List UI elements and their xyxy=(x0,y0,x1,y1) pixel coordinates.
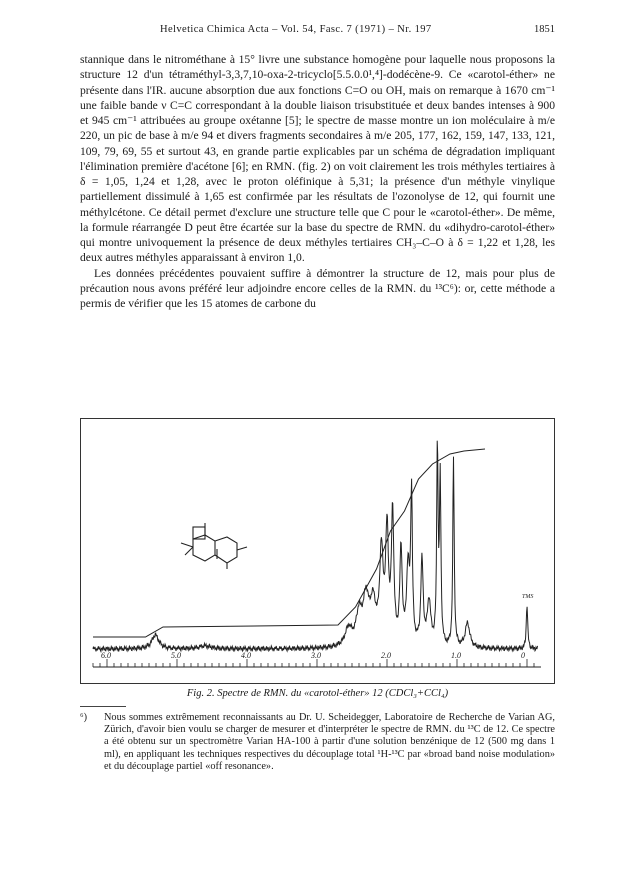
spectrum-trace xyxy=(93,441,538,652)
nmr-spectrum-plot xyxy=(81,419,554,683)
axis-label: 3.0 xyxy=(311,651,321,660)
running-head: Helvetica Chimica Acta – Vol. 54, Fasc. 7 (1971) – Nr. 197 xyxy=(160,24,432,35)
footnote-marker: ⁶) xyxy=(80,712,88,723)
page-number: 1851 xyxy=(534,24,555,35)
body-text xyxy=(80,52,555,311)
ppm-axis xyxy=(93,651,541,667)
footnote-text: Nous sommes extrêmement reconnaissants au Dr. U. Scheidegger, Laboratoire de Recherche de Varian AG, Zürich, d'avoir bien voulu se charger de mesurer et d'interpréter le spectre de RMN. du ¹³C de 12. Ce spectre a été obtenu sur un spectromètre Varian HA-100 à partir d'une solution benzénique de 12 (500 mg dans 1 ml), en appliquant les techniques respectives du découplage total ¹H-¹³C par «broad band noise modulation» et du découplage partiel «off resonance». xyxy=(104,712,555,772)
axis-label: 2.0 xyxy=(381,651,391,660)
paragraph: stannique dans le nitrométhane à 15° livre une substance homogène pour laquelle nous proposons la structure 12 d'un tétraméthyl-3,3,7,10-oxa-2-tricyclo[5.5.0.0¹,⁴]-dodécène-9. Ce «carotol-éther» ne présente dans l'IR. aucune absorption due aux fonctions C=O ou OH, mais on remarque à 1670 cm⁻¹ une faible bande ν C=C correspondant à la double liaison trisubstituée et deux bandes intenses à 900 et 945 cm⁻¹ attribuées au groupe oxétanne [5]; le spectre de masse montre un ion moléculaire à m/e 220, un pic de base à m/e 94 et divers fragments secondaires à m/e 205, 177, 162, 159, 147, 133, 121, 109, 79, 69, 55 et surtout 43, en grande partie explicables par un schéma de dégradation impliquant l'élimination première d'acétone [6]; en RMN. (fig. 2) on voit clairement les trois méthyles tertiaires à δ = 1,05, 1,24 et 1,28, avec le proton oléfinique à 5,31; la présence d'un méthyle vinylique partiellement dissimulé à 1,65 est confirmée par les résultats de l'ozonolyse de 12, qui fournit une méthylcétone. Ce détail permet d'exclure une structure telle que C pour le «carotol-éther». De même, la formule réarrangée D peut être écartée sur la base du spectre de RMN. du «dihydro-carotol-éther» qui montre univoquement la présence de deux méthyles tertiaires CH₃–C–O à δ = 1,22 et 1,28, les deux autres méthyles apparaissant à environ 1,0. xyxy=(80,53,555,265)
footnote-rule xyxy=(80,706,126,707)
axis-label: 6.0 xyxy=(101,651,111,660)
figure-caption: Fig. 2. Spectre de RMN. du «carotol-éther» 12 (CDCl₃+CCl₄) xyxy=(186,688,449,699)
axis-label: 5.0 xyxy=(171,651,181,660)
molecular-structure-drawing xyxy=(181,523,247,569)
tms-label: TMS xyxy=(522,594,534,600)
nmr-spectrum-figure xyxy=(80,418,555,684)
integral-curve xyxy=(93,449,485,637)
footnote xyxy=(80,712,555,773)
paragraph: Les données précédentes pouvaient suffire à démontrer la structure de 12, mais pour plus de précaution nous avons préféré leur adjoindre encore celles de la RMN. du ¹³C⁶): or, cette méthode a permis de vérifier que les 15 atomes de carbone du xyxy=(80,266,555,310)
axis-label: 4.0 xyxy=(241,651,251,660)
running-header xyxy=(80,24,555,40)
axis-label: 0 xyxy=(521,651,525,660)
axis-labels xyxy=(101,651,525,660)
axis-label: 1.0 xyxy=(451,651,461,660)
axis-ticks xyxy=(93,659,534,667)
